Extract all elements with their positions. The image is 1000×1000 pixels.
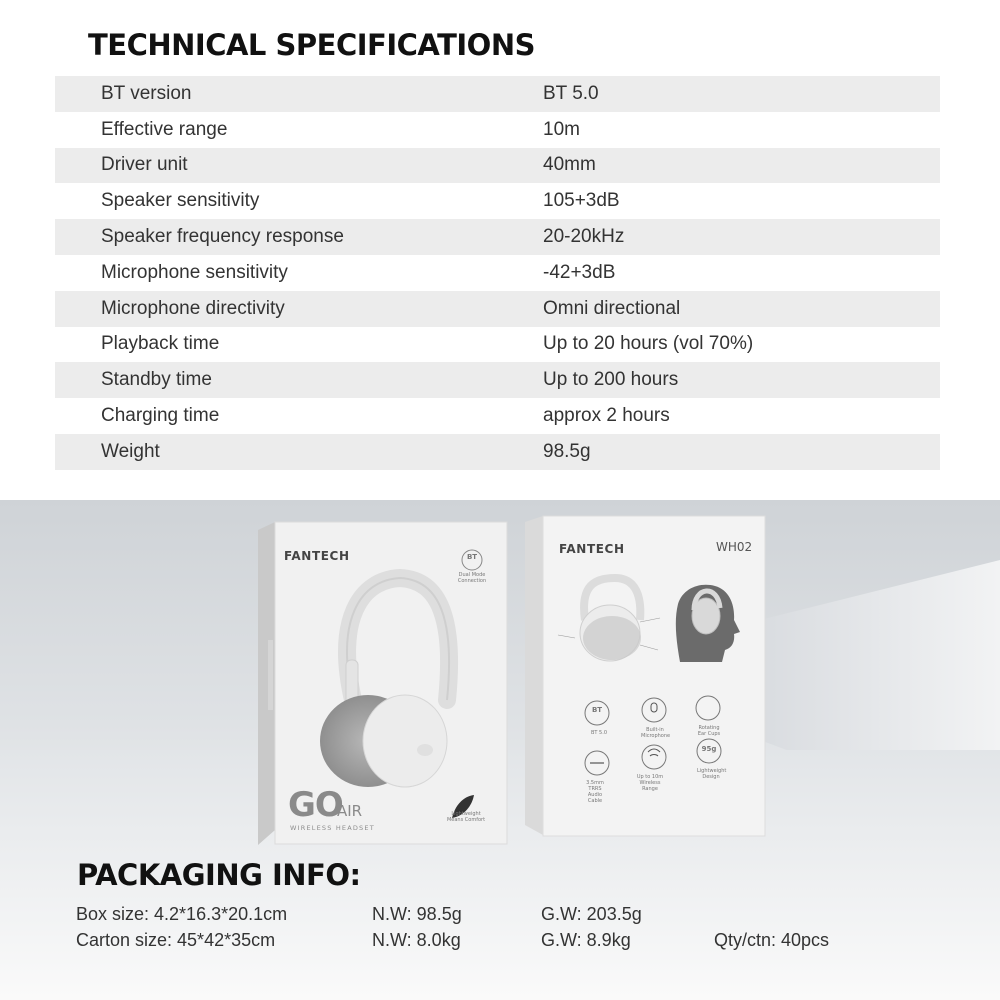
spec-label: Speaker frequency response: [101, 226, 344, 248]
back-box-brand: FANTECH: [559, 542, 625, 556]
spec-label: Effective range: [101, 118, 228, 140]
spec-table: [55, 76, 940, 470]
back-feature-caption: Lightweight Design: [697, 768, 727, 780]
front-box-bt-caption: Dual Mode Connection: [457, 572, 487, 584]
spec-label: Driver unit: [101, 154, 188, 176]
front-box-logo-go: GO: [288, 785, 343, 825]
back-box-model: WH02: [716, 540, 753, 554]
spec-value: 98.5g: [543, 440, 591, 462]
carton-gross-weight: G.W: 8.9kg: [541, 930, 631, 950]
box-size: Box size: 4.2*16.3*20.1cm: [76, 904, 288, 924]
back-feature-caption: Rotating Ear Cups: [697, 725, 721, 737]
spec-value: -42+3dB: [543, 261, 616, 283]
spec-row: [55, 434, 940, 470]
back-feature-caption: 3.5mm TRRS Audio Cable: [586, 780, 604, 804]
spec-row: [55, 219, 940, 255]
spec-label: Microphone sensitivity: [101, 261, 288, 283]
box-net-weight: N.W: 98.5g: [372, 904, 462, 924]
front-box-subtitle: WIRELESS HEADSET: [290, 824, 375, 832]
spec-row: [55, 76, 940, 112]
spec-value: 105+3dB: [543, 190, 620, 212]
spec-label: Standby time: [101, 369, 212, 391]
carton-net-weight: N.W: 8.0kg: [372, 930, 461, 950]
spec-section-title: TECHNICAL SPECIFICATIONS: [88, 28, 535, 62]
front-box-bt-badge: BT: [466, 553, 478, 561]
spec-row: [55, 398, 940, 434]
product-boxes-illustration: [0, 500, 1000, 1000]
spec-value: 10m: [543, 118, 580, 140]
spec-row: [55, 291, 940, 327]
spec-value: Omni directional: [543, 297, 681, 319]
carton-quantity: Qty/ctn: 40pcs: [714, 930, 830, 950]
packaging-title: PACKAGING INFO:: [77, 858, 361, 892]
spec-label: Weight: [101, 440, 160, 462]
spec-label: Playback time: [101, 333, 220, 355]
back-feature-caption: Up to 10m Wireless Range: [636, 774, 664, 792]
front-box-brand: FANTECH: [284, 549, 350, 563]
box-gross-weight: G.W: 203.5g: [541, 904, 642, 924]
carton-size: Carton size: 45*42*35cm: [76, 930, 276, 950]
back-feature-badge: BT: [591, 706, 603, 714]
back-feature-caption: BT 5.0: [590, 730, 608, 736]
back-feature-badge: 95g: [701, 745, 717, 753]
spec-value: BT 5.0: [543, 82, 599, 104]
spec-row: [55, 255, 940, 291]
front-box-logo-air: AIR: [337, 802, 363, 820]
spec-value: approx 2 hours: [543, 405, 670, 427]
spec-label: Speaker sensitivity: [101, 190, 260, 212]
product-photo: [0, 500, 1000, 1000]
front-box-feature-caption: Lightweight Means Comfort: [446, 811, 486, 823]
spec-row: [55, 148, 940, 184]
back-feature-caption: Built-in Microphone: [641, 727, 671, 739]
spec-row: [55, 112, 940, 148]
spec-label: Microphone directivity: [101, 297, 285, 319]
spec-label: BT version: [101, 82, 192, 104]
spec-value: 20-20kHz: [543, 226, 625, 248]
spec-row: [55, 183, 940, 219]
spec-row: [55, 362, 940, 398]
spec-value: 40mm: [543, 154, 596, 176]
spec-row: [55, 327, 940, 363]
spec-value: Up to 20 hours (vol 70%): [543, 333, 754, 355]
spec-label: Charging time: [101, 405, 220, 427]
spec-value: Up to 200 hours: [543, 369, 679, 391]
